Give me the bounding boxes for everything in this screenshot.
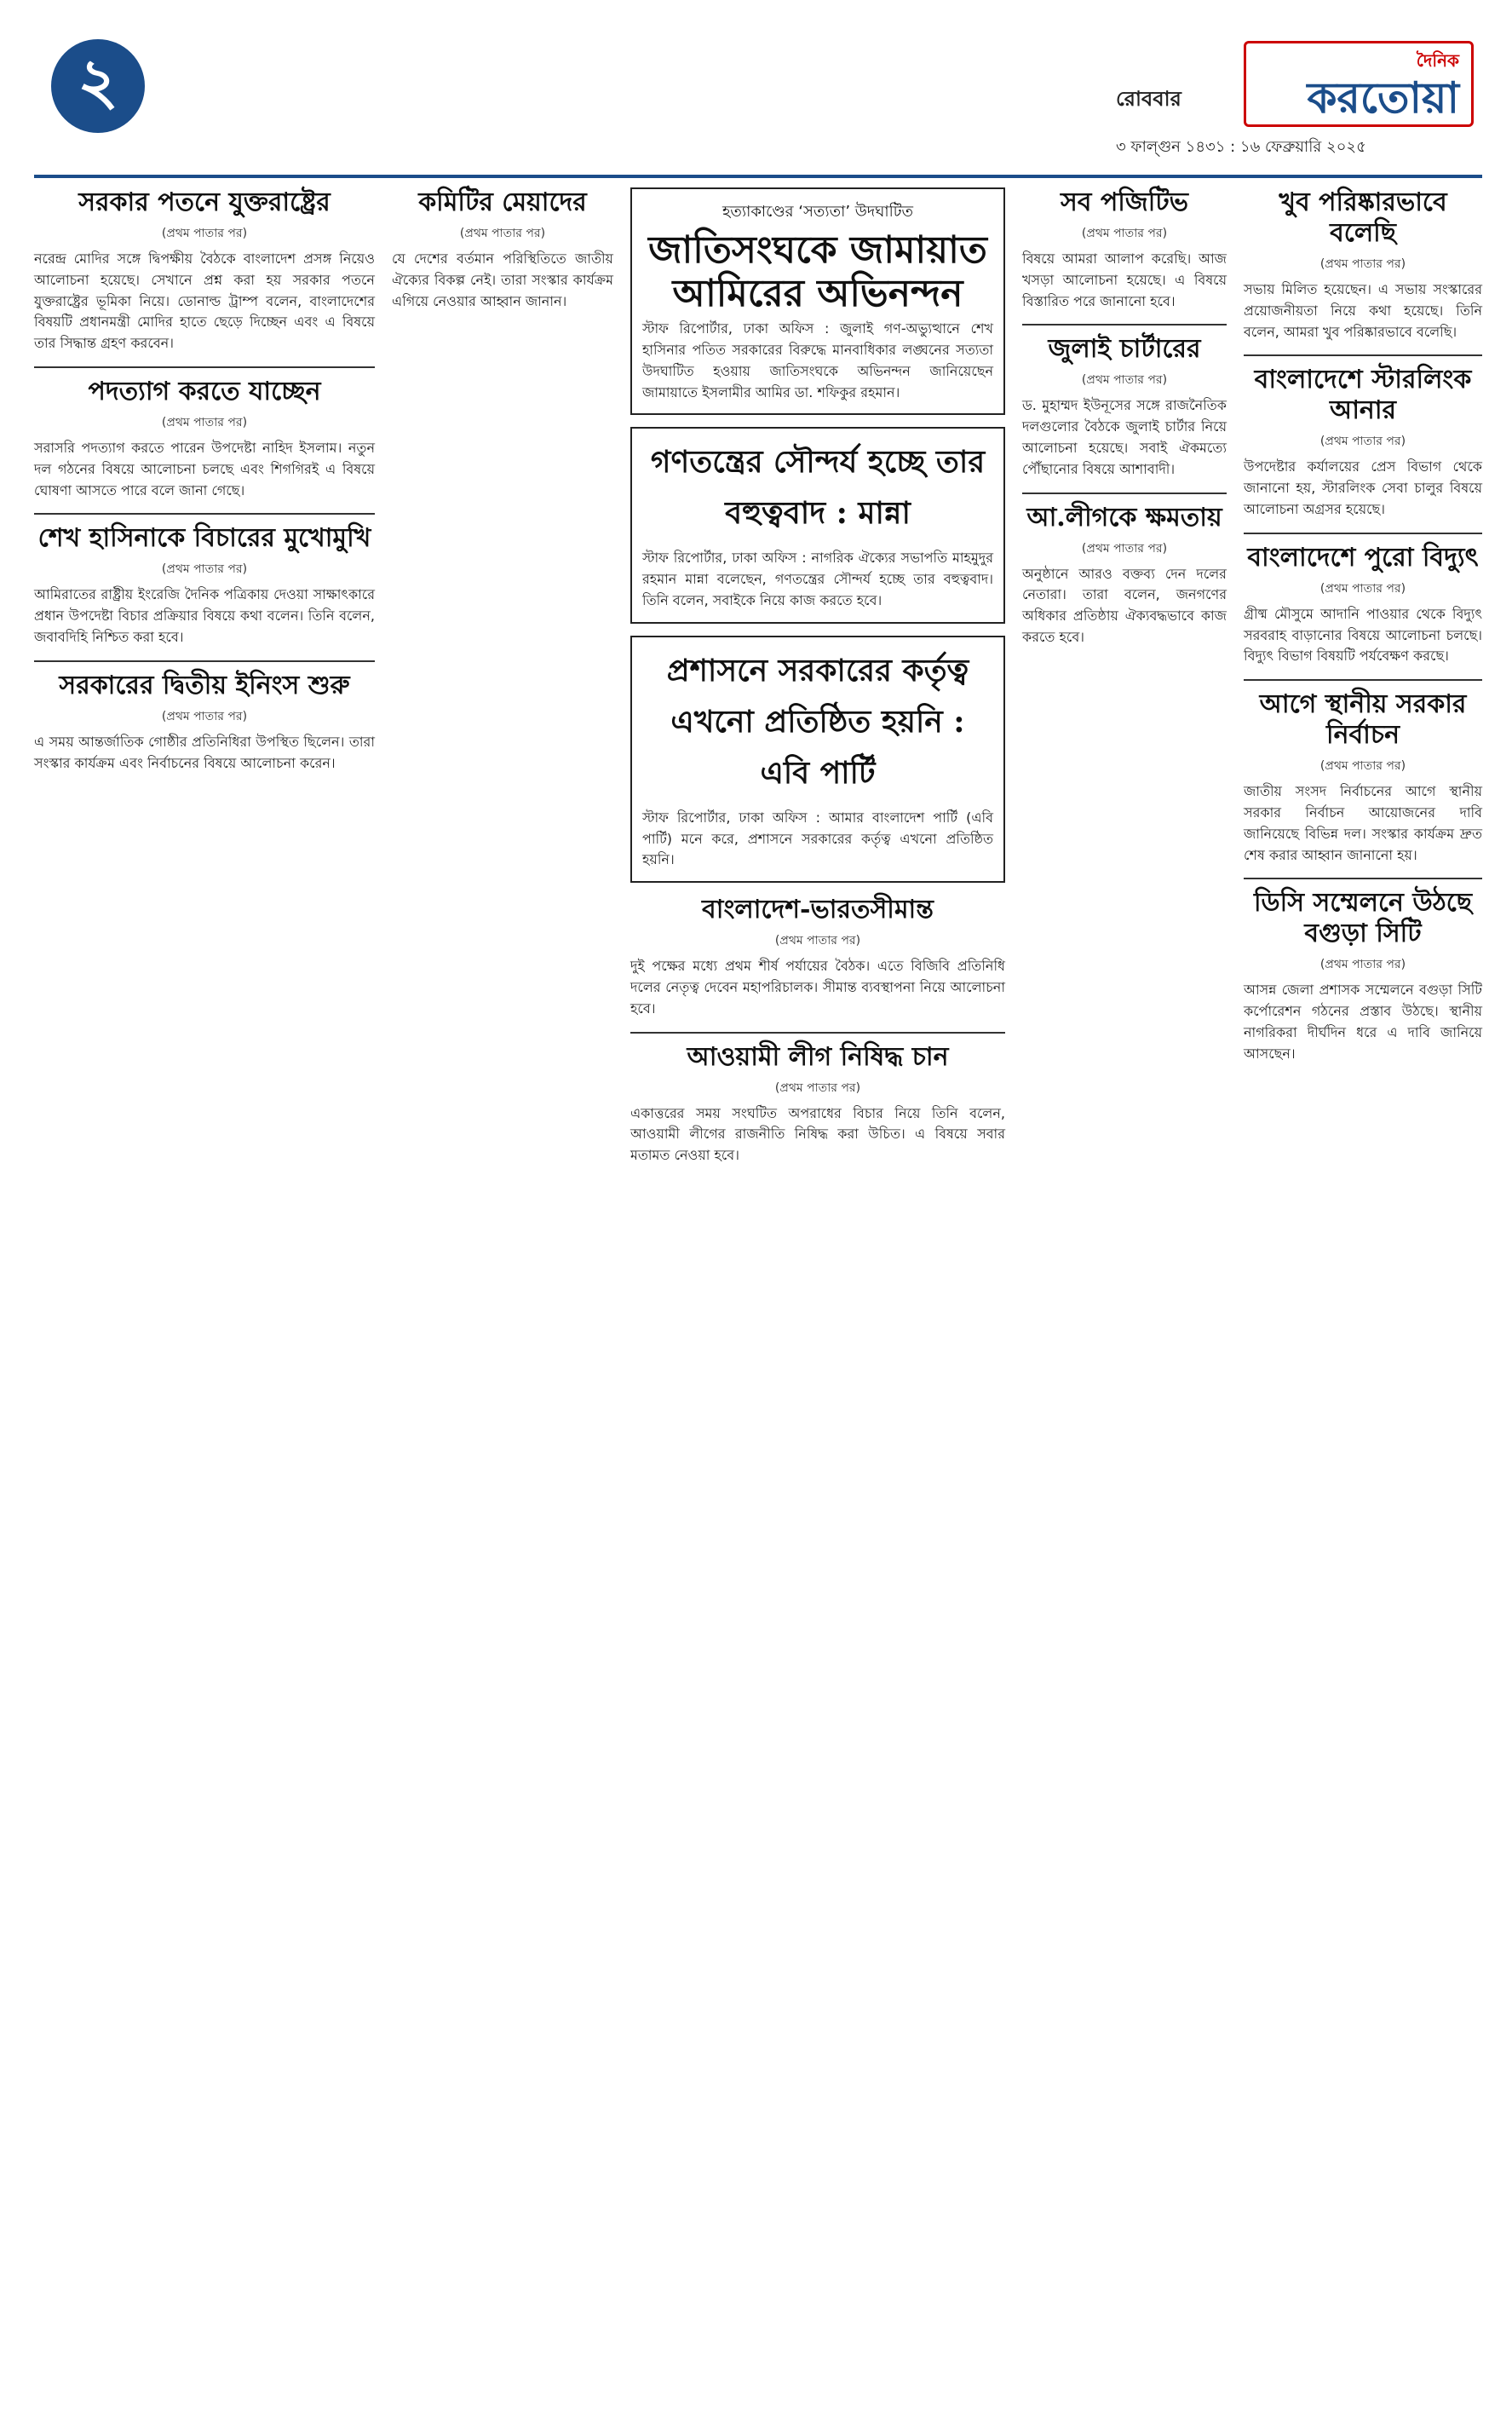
story-body: বিষয়ে আমরা আলাপ করেছি। আজ খসড়া আলোচনা হয়েছে। এ বিষয়ে বিস্তারিত পরে জানানো হবে। [1022, 251, 1227, 309]
story-title: জাতিসংঘকে জামায়াত আমিরের অভিনন্দন [648, 228, 987, 315]
story-title: সরকার পতনে যুক্তরাষ্ট্রের [78, 187, 331, 217]
story-title: সরকারের দ্বিতীয় ইনিংস শুরু [59, 670, 350, 700]
story-body: সরাসরি পদত্যাগ করতে পারেন উপদেষ্টা নাহিদ ইসলাম। নতুন দল গঠনের বিষয়ে আলোচনা চলছে এবং শিগগিরই এ বিষয়ে ঘোষণা আসতে পারে বলে জানা গেছে। [34, 439, 375, 498]
story-body: স্টাফ রিপোর্টার, ঢাকা অফিস : নাগরিক ঐক্যের সভাপতি মাহমুদুর রহমান মান্না বলেছেন, গণতন্ত্রের সৌন্দর্য হচ্ছে তার বহুত্ববাদ। তিনি বলেন, সবাইকে নিয়ে কাজ করতে হবে। [642, 550, 993, 608]
story-kicker: হত্যাকাণ্ডের ‘সত্যতা’ উদঘাটিত [722, 203, 914, 221]
story-hasina-trial [34, 523, 375, 648]
story-body: আসন্ন জেলা প্রশাসক সম্মেলনে বগুড়া সিটি কর্পোরেশন গঠনের প্রস্তাব উঠছে। স্থানীয় নাগরিকরা দীর্ঘদিন ধরে এ দাবি জানিয়ে আসছেন। [1244, 982, 1482, 1062]
story-title: আ.লীগকে ক্ষমতায় [1026, 502, 1222, 533]
story-title: ডিসি সম্মেলনে উঠছে বগুড়া সিটি [1253, 888, 1473, 949]
story-second-innings [34, 671, 375, 775]
story-al-power [1022, 503, 1227, 648]
continuation-note: (প্রথম পাতার পর) [161, 709, 248, 723]
header-rule [34, 175, 1482, 178]
story-body: একাত্তরের সময় সংঘটিত অপরাধের বিচার নিয়ে তিনি বলেন, আওয়ামী লীগের রাজনীতি নিষিদ্ধ করা উচিত। এ বিষয়ে সবার মতামত নেওয়া হবে। [630, 1104, 1005, 1164]
column-5 [1244, 187, 1482, 1077]
story-committee-term [392, 187, 613, 312]
story-manna [630, 427, 1005, 623]
story-title: গণতন্ত্রের সৌন্দর্য হচ্ছে তার বহুত্ববাদ : মান্না [650, 444, 986, 532]
story-title: কমিটির মেয়াদের [418, 187, 587, 217]
story-body: স্টাফ রিপোর্টার, ঢাকা অফিস : আমার বাংলাদেশ পার্টি (এবি পার্টি) মনে করে, প্রশাসনে সরকারের কর্তৃত্ব এখনো প্রতিষ্ঠিত হয়নি। [642, 809, 993, 868]
story-bogura-city [1244, 888, 1482, 1064]
column-2 [392, 187, 613, 324]
story-july-charter [1022, 334, 1227, 480]
story-body: দুই পক্ষের মধ্যে প্রথম শীর্ষ পর্যায়ের বৈঠক। এতে বিজিবি প্রতিনিধি দলের নেতৃত্ব দেবেন মহাপরিচালক। সীমান্ত ব্যবস্থাপনা নিয়ে আলোচনা হবে। [630, 958, 1005, 1017]
continuation-note: (প্রথম পাতার পর) [1081, 541, 1168, 556]
story-body: এ সময় আন্তর্জাতিক গোষ্ঠীর প্রতিনিধিরা উপস্থিত ছিলেন। তারা সংস্কার কার্যক্রম এবং নির্বাচনের বিষয়ে আলোচনা করেন। [34, 733, 375, 771]
story-body: সভায় মিলিত হয়েছেন। এ সভায় সংস্কারের প্রয়োজনীয়তা নিয়ে কথা হয়েছে। তিনি বলেন, আমরা খুব পরিষ্কারভাবে বলেছি। [1244, 281, 1482, 340]
story-title: আগে স্থানীয় সরকার নির্বাচন [1259, 689, 1467, 751]
story-border [630, 895, 1005, 1019]
story-electricity [1244, 543, 1482, 667]
newspaper-logo [1244, 41, 1474, 127]
page-number-badge: ২ [51, 39, 145, 133]
story-title: পদত্যাগ করতে যাচ্ছেন [88, 376, 321, 406]
continuation-note: (প্রথম পাতার পর) [161, 415, 248, 429]
story-starlink [1244, 365, 1482, 520]
story-body: যে দেশের বর্তমান পরিস্থিতিতে জাতীয় ঐক্যের বিকল্প নেই। তারা সংস্কার কার্যক্রম এগিয়ে নেওয়ার আহ্বান জানান। [392, 251, 613, 309]
story-title: প্রশাসনে সরকারের কর্তৃত্ব এখনো প্রতিষ্ঠিত হয়নি : এবি পার্টি [666, 652, 969, 791]
column-4 [1022, 187, 1227, 660]
story-all-positive [1022, 187, 1227, 312]
story-title: জুলাই চার্টারের [1048, 334, 1201, 365]
story-body: অনুষ্ঠানে আরও বক্তব্য দেন দলের নেতারা। তারা বলেন, জনগণের অধিকার প্রতিষ্ঠায় ঐক্যবদ্ধভাবে কাজ করতে হবে। [1022, 565, 1227, 645]
story-us-role [34, 187, 375, 354]
story-title: খুব পরিষ্কারভাবে বলেছি [1279, 187, 1447, 248]
logo-small-text: দৈনিক [1416, 50, 1459, 71]
story-clearly-said [1244, 187, 1482, 343]
story-resign [34, 377, 375, 501]
story-body: উপদেষ্টার কর্যালয়ের প্রেস বিভাগ থেকে জানানো হয়, স্টারলিংক সেবা চালুর বিষয়ে আলোচনা অগ্রসর হয়েছে। [1244, 458, 1482, 517]
story-title: শেখ হাসিনাকে বিচারের মুখোমুখি [37, 523, 371, 554]
continuation-note: (প্রথম পাতার পর) [774, 934, 861, 948]
page-header [34, 32, 1482, 169]
continuation-note: (প্রথম পাতার পর) [1081, 373, 1168, 388]
continuation-note: (প্রথম পাতার পর) [161, 227, 248, 240]
logo-title: করতোয়া [1307, 73, 1459, 123]
continuation-note: (প্রথম পাতার পর) [1319, 958, 1406, 972]
story-title: বাংলাদেশে পুরো বিদ্যুৎ [1247, 542, 1479, 573]
story-body: ড. মুহাম্মদ ইউনূসের সঙ্গে রাজনৈতিক দলগুলোর বৈঠকে জুলাই চার্টার নিয়ে আলোচনা হয়েছে। সবাই ঐকমত্যে পৌঁছানোর বিষয়ে আশাবাদী। [1022, 397, 1227, 477]
continuation-note: (প্রথম পাতার পর) [1319, 435, 1406, 449]
continuation-note: (প্রথম পাতার পর) [774, 1080, 861, 1095]
story-body: জাতীয় সংসদ নির্বাচনের আগে স্থানীয় সরকার নির্বাচন আয়োজনের দাবি জানিয়েছে বিভিন্ন দল। সংস্কার কার্যক্রম দ্রুত শেষ করার আহ্বান জানানো হয়। [1244, 783, 1482, 863]
story-title: বাংলাদেশ-ভারতসীমান্ত [702, 895, 934, 925]
masthead [1116, 32, 1474, 169]
story-local-election [1244, 689, 1482, 866]
story-title: সব পজিটিভ [1060, 187, 1189, 217]
story-title: বাংলাদেশে স্টারলিংক আনার [1254, 365, 1472, 426]
continuation-note: (প্রথম পাতার পর) [459, 227, 546, 240]
continuation-note: (প্রথম পাতার পর) [1319, 759, 1406, 774]
story-un-jamaat [630, 187, 1005, 415]
issue-date: ৩ ফাল্গুন ১৪৩১ : ১৬ ফেব্রুয়ারি ২০২৫ [1116, 138, 1366, 156]
continuation-note: (প্রথম পাতার পর) [1319, 581, 1406, 596]
column-center [630, 187, 1005, 1178]
continuation-note: (প্রথম পাতার পর) [1081, 227, 1168, 240]
story-ab-party [630, 636, 1005, 883]
story-body: গ্রীষ্ম মৌসুমে আদানি পাওয়ার থেকে বিদ্যুৎ সরবরাহ বাড়ানোর বিষয়ে আলোচনা চলছে। বিদ্যুৎ বিভাগ বিষয়টি পর্যবেক্ষণ করছে। [1244, 605, 1482, 665]
story-body: নরেন্দ্র মোদির সঙ্গে দ্বিপক্ষীয় বৈঠকে বাংলাদেশ প্রসঙ্গ নিয়েও আলোচনা হয়েছে। সেখানে প্রশ্ন করা হয় সরকার পতনে যুক্তরাষ্ট্রের ভূমিকা নিয়ে। ডোনাল্ড ট্রাম্প বলেন, বাংলাদেশের বিষয়টি প্রধানমন্ত্রী মোদির হাতে ছেড়ে দিচ্ছেন এবং এ বিষয়ে তার সিদ্ধান্ত গ্রহণ করবেন। [34, 251, 375, 352]
column-1 [34, 187, 375, 786]
issue-day: রোববার [1116, 87, 1181, 111]
story-body: স্টাফ রিপোর্টার, ঢাকা অফিস : জুলাই গণ-অভ্যুত্থানে শেখ হাসিনার পতিত সরকারের বিরুদ্ধে মানবাধিকার লঙ্ঘনের সত্যতা উদঘাটিত হওয়ায় জাতিসংঘকে অভিনন্দন জানিয়েছেন জামায়াতে ইসলামীর আমির ডা. শফিকুর রহমান। [642, 320, 993, 400]
continuation-note: (প্রথম পাতার পর) [1319, 257, 1406, 271]
story-awami-ban [630, 1042, 1005, 1167]
continuation-note: (প্রথম পাতার পর) [161, 562, 248, 577]
story-body: আমিরাতের রাষ্ট্রীয় ইংরেজি দৈনিক পত্রিকায় দেওয়া সাক্ষাৎকারে প্রধান উপদেষ্টা বিচার প্রক্রিয়ার বিষয়ে কথা বলেন। তিনি বলেন, জবাবদিহি নিশ্চিত করা হবে। [34, 586, 375, 645]
story-title: আওয়ামী লীগ নিষিদ্ধ চান [687, 1041, 949, 1072]
